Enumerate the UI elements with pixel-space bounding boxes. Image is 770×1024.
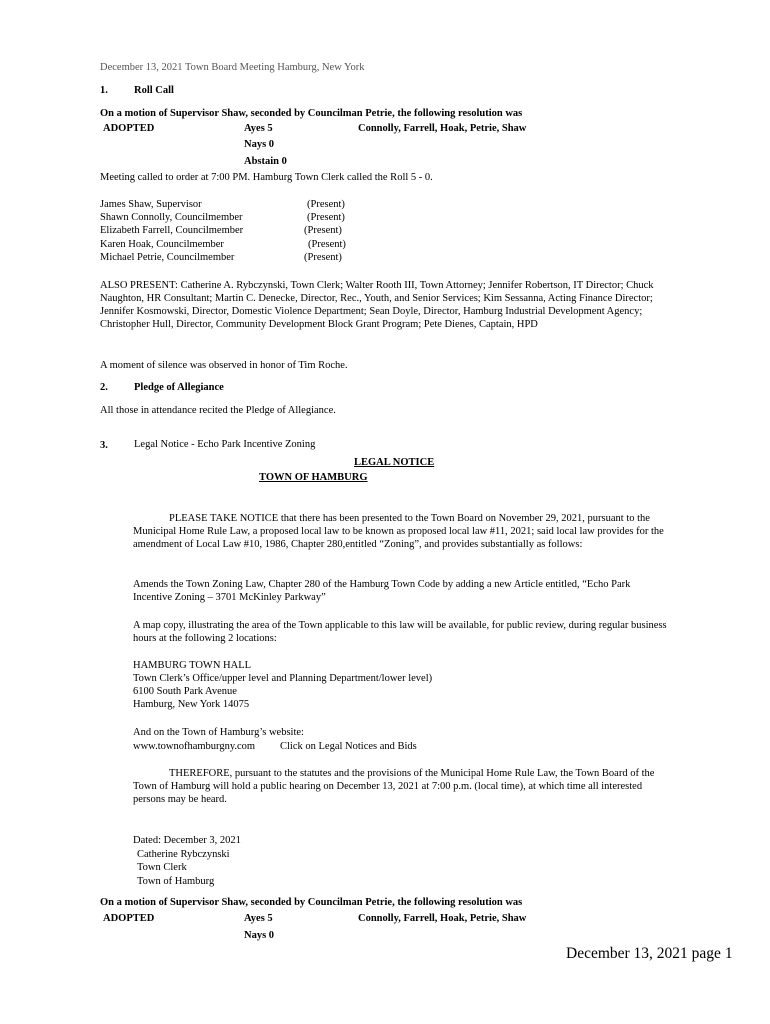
dated-line: Dated: December 3, 2021: [133, 835, 241, 846]
item-1-number: 1.: [100, 85, 108, 96]
legal-notice-title: LEGAL NOTICE: [354, 457, 435, 468]
item-3-title: Legal Notice - Echo Park Incentive Zoning: [134, 439, 316, 450]
signer-name: Catherine Rybczynski: [137, 849, 230, 860]
motion-1-text: On a motion of Supervisor Shaw, seconded by Councilman Petrie, the following resolution was: [100, 108, 523, 119]
roll-status: (Present): [307, 212, 345, 223]
website-intro: And on the Town of Hamburg’s website:: [133, 727, 304, 738]
roll-status: (Present): [307, 199, 345, 210]
item-2-number: 2.: [100, 382, 108, 393]
also-present-paragraph: ALSO PRESENT: Catherine A. Rybczynski, Town Clerk; Walter Rooth III, Town Attorney; Jennifer Robertson, IT Director; Chuck Naughton, HR Consultant; Martin C. Denecke, Director, Rec., Youth, and Senior Services; Kim Sessanna, Acting Finance Director; Jennifer Kosmowski, Director, Domestic Violence Department; Sean Doyle, Director, Hamburg Industrial Development Agency; Christopher Hull, Director, Community Development Block Grant Program; Pete Dienes, Captain, HPD: [100, 280, 654, 330]
motion-2-text: On a motion of Supervisor Shaw, seconded by Councilman Petrie, the following resolution was: [100, 897, 523, 908]
website-url: www.townofhamburgny.com: [133, 741, 256, 752]
item-1-title: Roll Call: [134, 85, 174, 96]
notice-paragraph-3: A map copy, illustrating the area of the Town applicable to this law will be available, for public review, during regular business hours at the following 2 locations:: [133, 620, 667, 644]
item-2-title: Pledge of Allegiance: [134, 382, 224, 393]
motion-2-ayes: Ayes 5: [244, 913, 273, 924]
roll-name: Elizabeth Farrell, Councilmember: [100, 225, 244, 236]
notice-paragraph-1: PLEASE TAKE NOTICE that there has been presented to the Town Board on November 29, 2021, pursuant to the Municipal Home Rule Law, a proposed local law to be known as proposed local law #11, 2021; said local law provides for the amendment of Local Law #10, 1986, Chapter 280,entitled “Zoning”, and provides substantially as follows:: [133, 513, 664, 550]
roll-status: (Present): [304, 252, 342, 263]
roll-status: (Present): [304, 225, 342, 236]
item-3-number: 3.: [100, 440, 108, 451]
address-line-4: Hamburg, New York 14075: [133, 699, 250, 710]
motion-2-nays: Nays 0: [244, 930, 275, 941]
address-line-2: Town Clerk’s Office/upper level and Planning Department/lower level): [133, 673, 433, 684]
motion-2-adopted: ADOPTED: [103, 913, 155, 924]
roll-name: Shawn Connolly, Councilmember: [100, 212, 243, 223]
motion-1-nays: Nays 0: [244, 139, 275, 150]
notice-paragraph-4: THEREFORE, pursuant to the statutes and the provisions of the Municipal Home Rule Law, the Town Board of the Town of Hamburg will hold a public hearing on December 13, 2021 at 7:00 p.m. (local time), at which time all interested persons may be heard.: [133, 768, 655, 805]
moment-of-silence-text: A moment of silence was observed in honor of Tim Roche.: [100, 360, 348, 371]
legal-notice-town: TOWN OF HAMBURG: [259, 472, 368, 483]
address-line-1: HAMBURG TOWN HALL: [133, 660, 252, 671]
roll-name: Michael Petrie, Councilmember: [100, 252, 235, 263]
notice-paragraph-2: Amends the Town Zoning Law, Chapter 280 of the Hamburg Town Code by adding a new Article entitled, “Echo Park Incentive Zoning – 3701 McKinley Parkway”: [133, 579, 631, 603]
page-footer: December 13, 2021 page 1: [566, 945, 733, 962]
address-line-3: 6100 South Park Avenue: [133, 686, 237, 697]
motion-1-adopted: ADOPTED: [103, 123, 155, 134]
motion-1-ayes: Ayes 5: [244, 123, 273, 134]
pledge-text: All those in attendance recited the Pledge of Allegiance.: [100, 405, 336, 416]
motion-1-abstain: Abstain 0: [244, 156, 287, 167]
motion-1-names: Connolly, Farrell, Hoak, Petrie, Shaw: [358, 123, 527, 134]
signer-organization: Town of Hamburg: [137, 876, 215, 887]
roll-name: Karen Hoak, Councilmember: [100, 239, 224, 250]
meeting-called-text: Meeting called to order at 7:00 PM. Hamburg Town Clerk called the Roll 5 - 0.: [100, 172, 433, 183]
signer-title: Town Clerk: [137, 862, 187, 873]
motion-2-names: Connolly, Farrell, Hoak, Petrie, Shaw: [358, 913, 527, 924]
website-click-text: Click on Legal Notices and Bids: [280, 741, 417, 752]
page-header: December 13, 2021 Town Board Meeting Hamburg, New York: [100, 62, 365, 73]
roll-name: James Shaw, Supervisor: [100, 199, 202, 210]
roll-status: (Present): [308, 239, 346, 250]
